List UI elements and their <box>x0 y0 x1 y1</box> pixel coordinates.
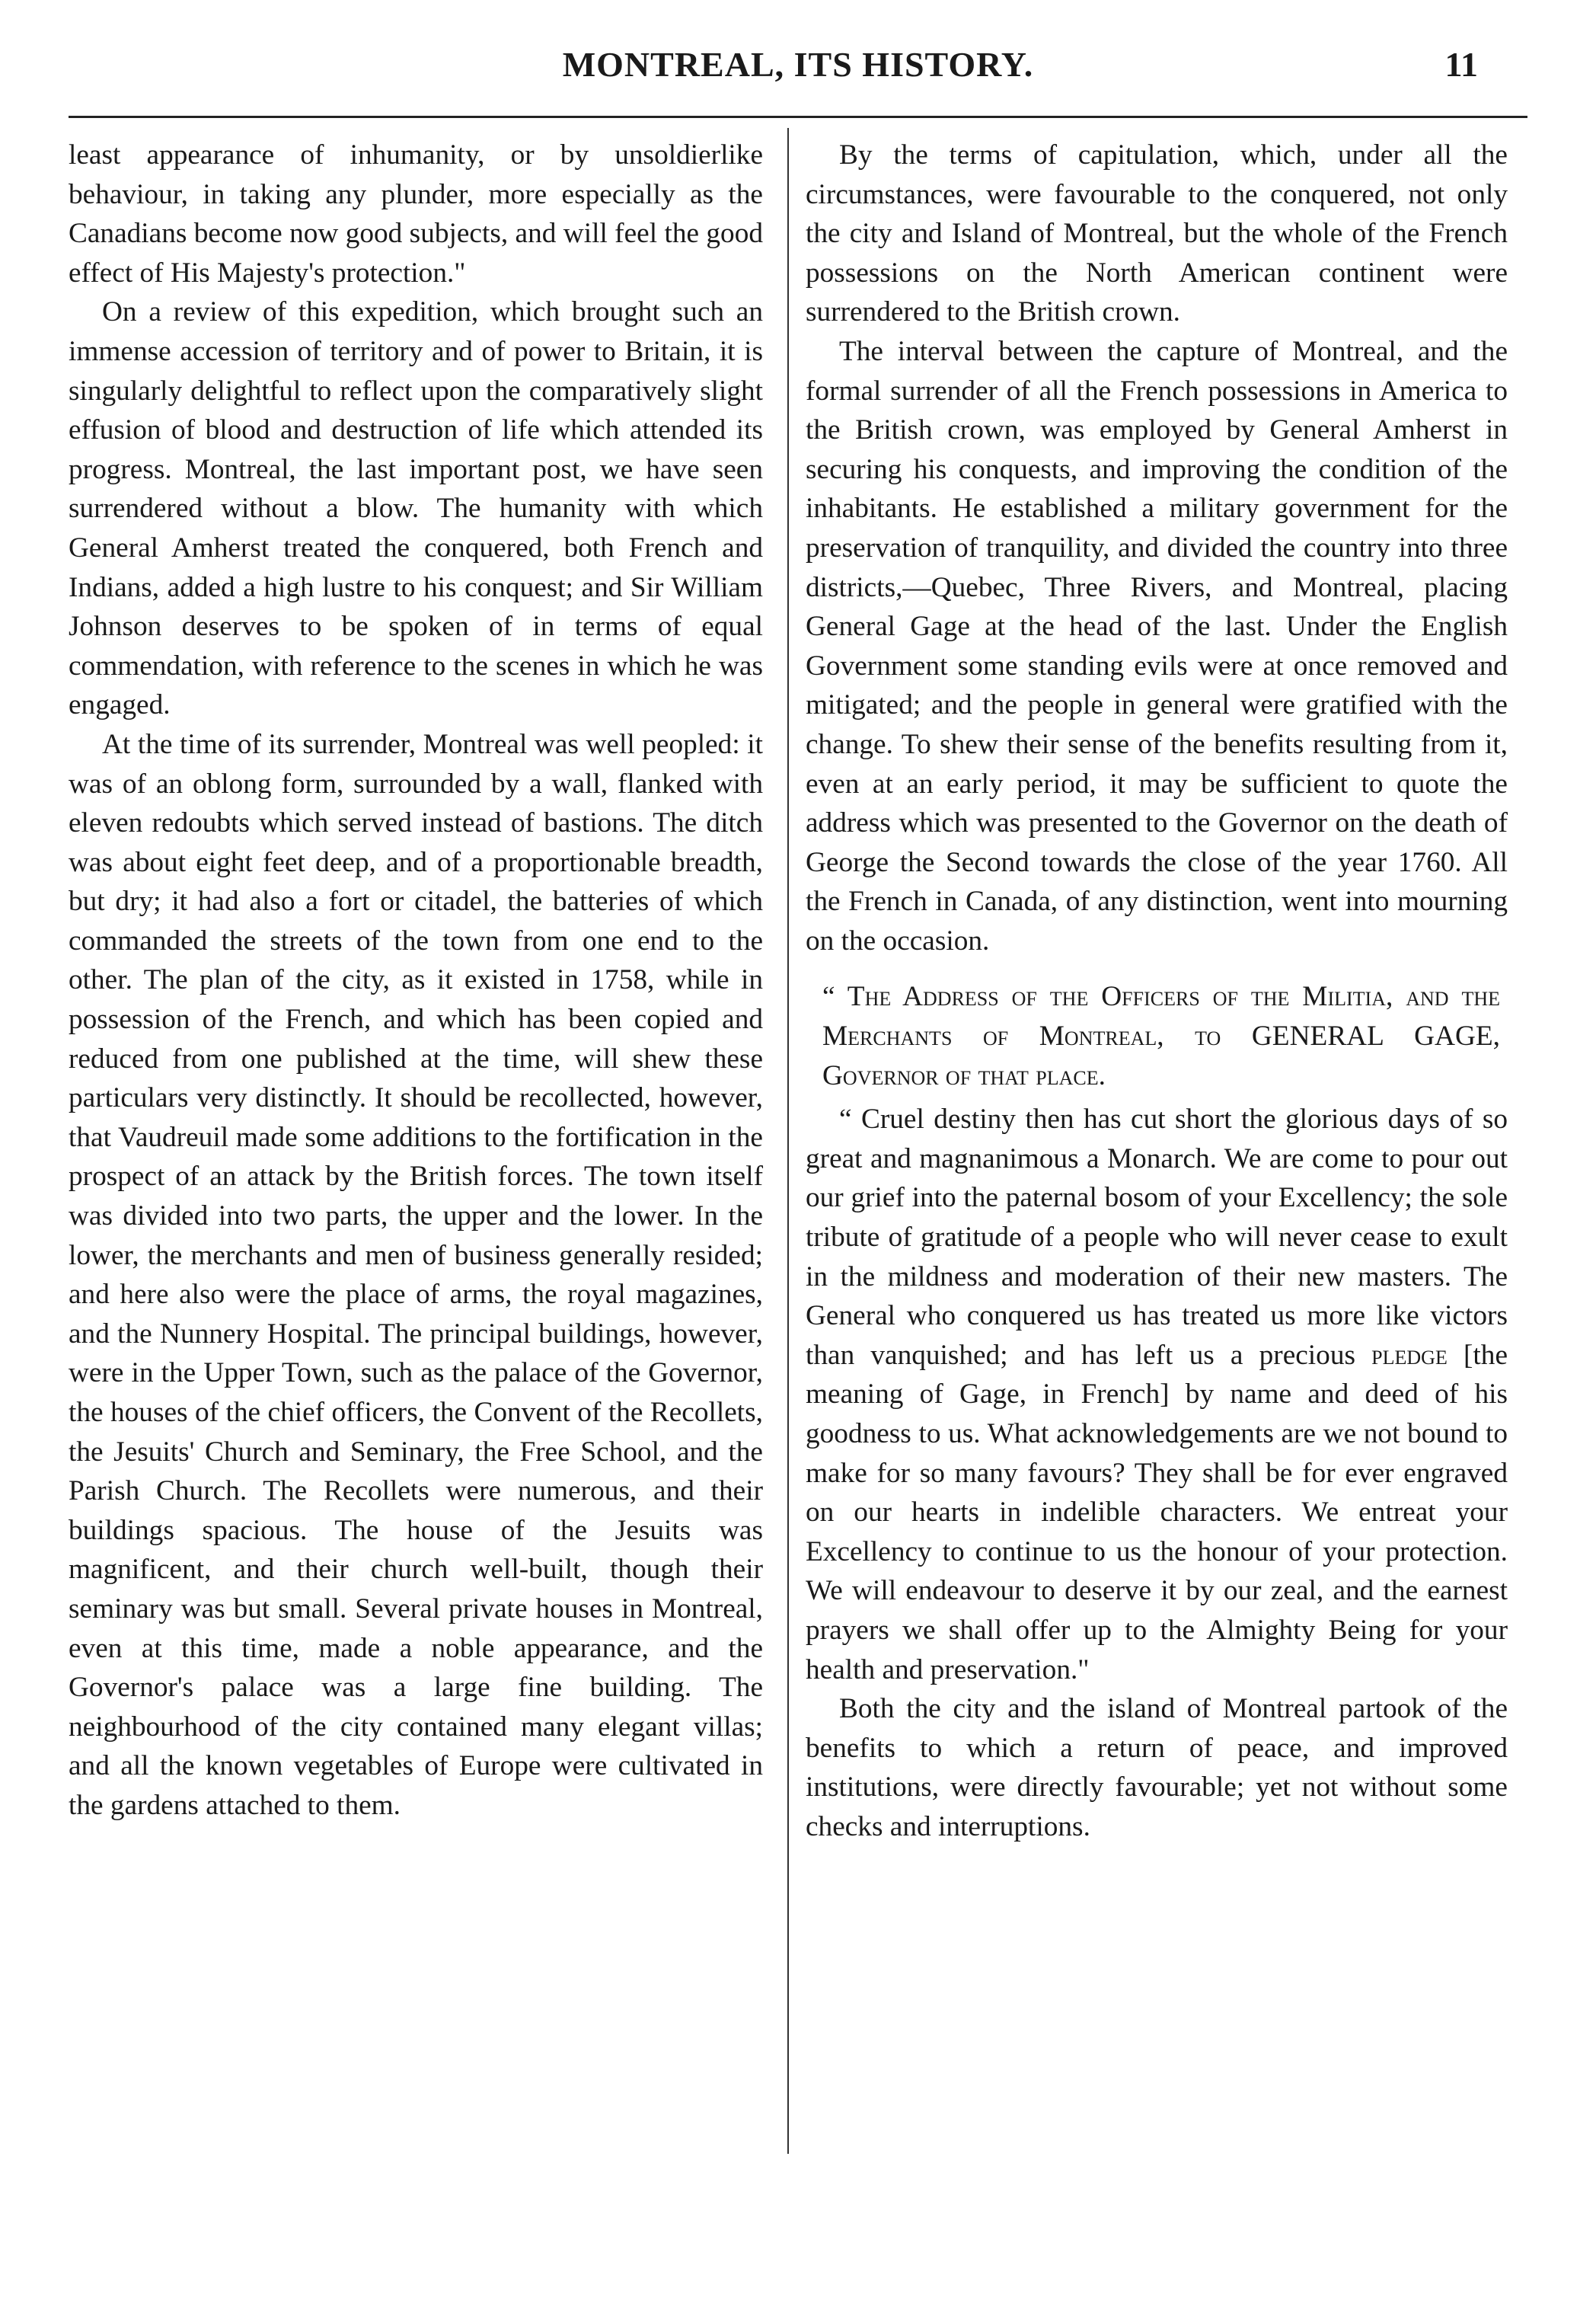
left-paragraph-continued: least appearance of inhumanity, or by unsoldierlike behaviour, in taking any plunder, more especially as the Canadians become now good subjects, and will feel the good effect of His Majesty's protection." <box>69 139 763 289</box>
address-quote-pledge: pledge <box>1371 1339 1448 1371</box>
left-paragraph-montreal-description: At the time of its surrender, Montreal was well peopled: it was of an oblong form, surrounded by a wall, flanked with eleven redoubts which served instead of bastions. The ditch was about eight feet deep, and of a proportionable breadth, but dry; it had also a fort or citadel, the batteries of which commanded the streets of the town from one end to the other. The plan of the city, as it existed in 1758, while in possession of the French, and which has been copied and reduced from one published at the time, will shew these particulars very distinctly. It should be recollected, however, that Vaudreuil made some additions to the fortification in the prospect of an attack by the British forces. The town itself was divided into two parts, the upper and the lower. In the lower, the merchants and men of business generally resided; and here also were the place of arms, the royal magazines, and the Nunnery Hospital. The principal buildings, however, were in the Upper Town, such as the palace of the Governor, the houses of the chief officers, the Convent of the Recollets, the Jesuits' Church and Seminary, the Free School, and the Parish Church. The Recollets were numerous, and their buildings spacious. The house of the Jesuits was magnificent, and their church well-built, though their seminary was but small. Several private houses in Montreal, even at this time, made a noble appearance, and the Governor's palace was a large fine building. The neighbourhood of the city contained many elegant villas; and all the known vegetables of Europe were cultivated in the gardens attached to them. <box>69 728 763 1821</box>
header-rule <box>69 116 1527 118</box>
address-heading-part-2: Governor of that place. <box>822 1059 1106 1091</box>
address-heading-general: GENERAL GAGE, <box>1251 1021 1500 1053</box>
address-heading <box>806 977 1508 1095</box>
right-paragraph-final: Both the city and the island of Montreal partook of the benefits to which a return of peace, and improved institutions, were directly favourable; yet not without some checks and interruptions. <box>806 1693 1508 1842</box>
page-number: 11 <box>1444 45 1478 84</box>
address-quote <box>806 1100 1508 1689</box>
running-title: MONTREAL, ITS HISTORY. <box>562 45 1034 84</box>
left-paragraph-expedition-review: On a review of this expedition, which brought such an immense accession of territory and of power to Britain, it is singularly delightful to reflect upon the comparatively slight effusion of blood and destruction of life which attended its progress. Montreal, the last important post, we have seen surrendered without a blow. The humanity with which General Amherst treated the conquered, both French and Indians, added a high lustre to his conquest; and Sir William Johnson deserves to be spoken of in terms of equal commendation, with reference to the scenes in which he was engaged. <box>69 296 763 721</box>
right-paragraph-capitulation: By the terms of capitulation, which, under all the circumstances, were favourable to the conquered, not only the city and Island of Montreal, but the whole of the French possessions on the North American continent were surrendered to the British crown. <box>806 139 1508 328</box>
column-divider <box>787 128 789 2154</box>
address-quote-text-1: “ Cruel destiny then has cut short the glorious days of so great and magnanimous a Monarch. We are come to pour out our grief into the paternal bosom of your Excellency; the sole tribute of gratitude of a people who will never cease to exult in the mildness and moderation of their new masters. The General who conquered us has treated us more like victors than vanquished; and has left us a precious <box>806 1104 1508 1371</box>
running-header <box>69 44 1527 97</box>
left-column <box>69 136 763 1826</box>
right-paragraph-interval: The interval between the capture of Montreal, and the formal surrender of all the French possessions in America to the British crown, was employed by General Amherst in securing his conquests, and improving the condition of the inhabitants. He established a military government for the preservation of tranquility, and divided the country into three districts,—Quebec, Three Rivers, and Montreal, placing General Gage at the head of the last. Under the English Government some standing evils were at once removed and mitigated; and the people in general were gratified with the change. To shew their sense of the benefits resulting from it, even at an early period, it may be sufficient to quote the address which was presented to the Governor on the death of George the Second towards the close of the year 1760. All the French in Canada, of any distinction, went into mourning on the occasion. <box>806 335 1508 957</box>
address-quote-text-2: [the meaning of Gage, in French] by name and deed of his goodness to us. What acknowledgements are we not bound to make for so many favours? They shall be for ever engraved on our hearts in indelible characters. We entreat your Excellency to continue to us the honour of your protection. We will endeavour to deserve it by our zeal, and the earnest prayers we shall offer up to the Almighty Being for your health and preservation." <box>806 1339 1508 1685</box>
address-heading-part-1: “ The Address of the Officers of the Militia, and the Merchants of Montreal, to <box>822 981 1500 1053</box>
right-column <box>806 136 1508 1847</box>
